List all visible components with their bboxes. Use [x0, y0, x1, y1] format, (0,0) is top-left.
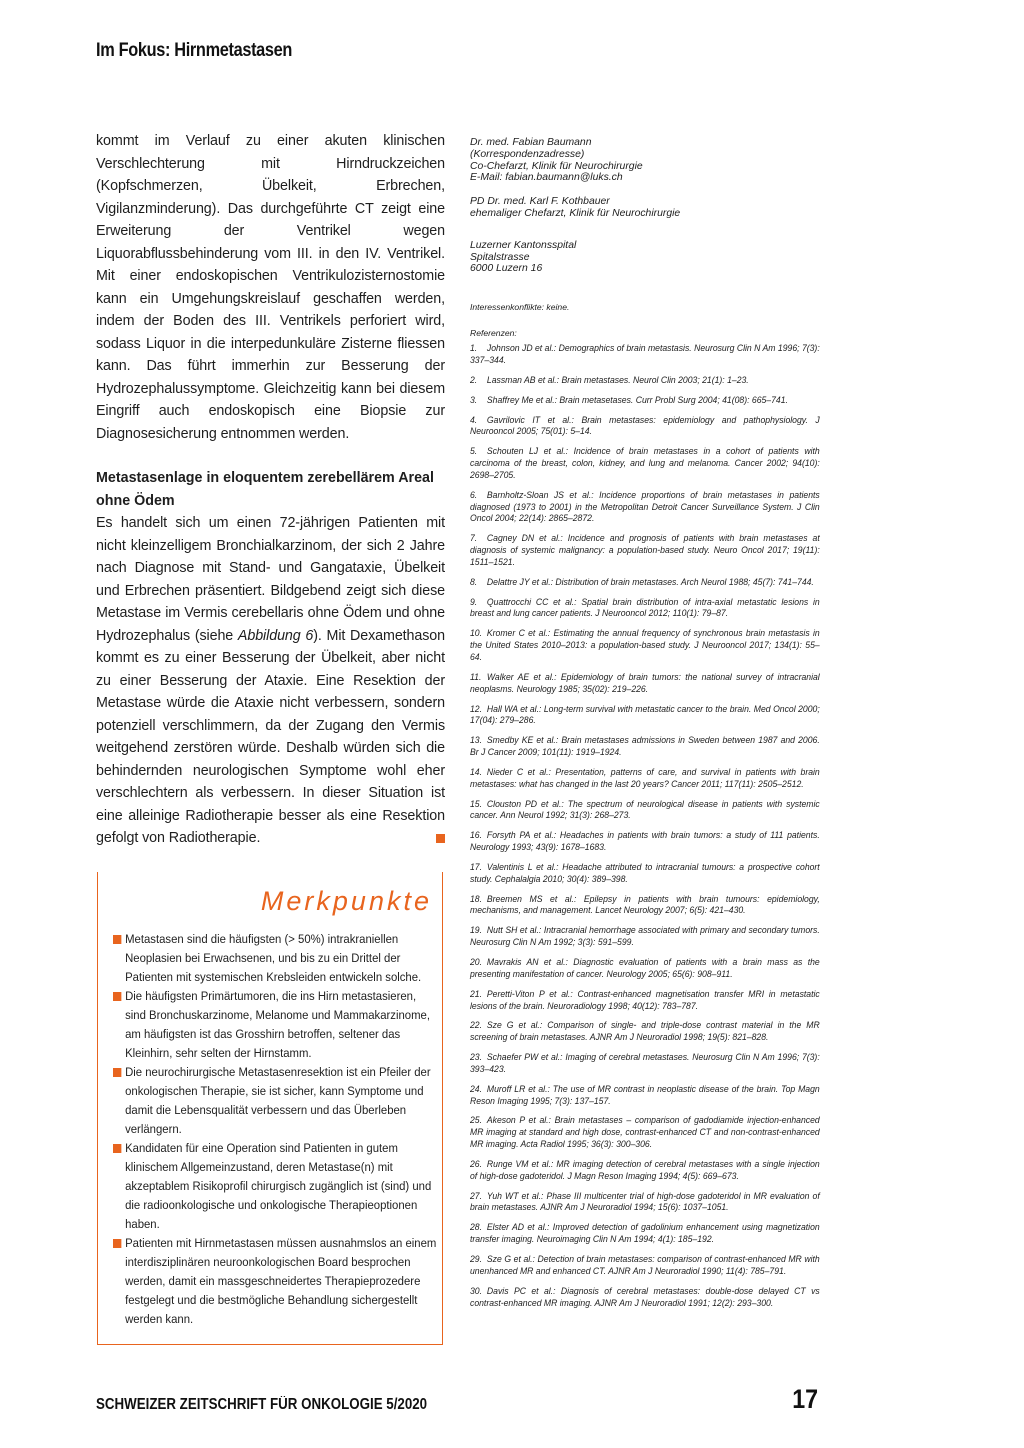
reference-text: Sze G et al.: Comparison of single- and triple-dose contrast material in the MR screening of brain metastases. AJNR Am J Neuroradiol 1998; 19(5): 821–828.: [470, 1020, 820, 1043]
reference-text: Nieder C et al.: Presentation, patterns of care, and survival in patients with brain metastases: what has changed in the last 20 years? Cancer 2011; 117(11): 2505–2512.: [470, 766, 820, 789]
reference-item: [470, 989, 820, 1013]
reference-item: [470, 533, 820, 568]
reference-item: [470, 1191, 820, 1215]
reference-item: [470, 894, 820, 918]
reference-text: Barnholtz-Sloan JS et al.: Incidence proportions of brain metastases in patients diagnosed (1973 to 2001) in the Metropolitan Detroit Cancer Surveillance System. J Clin Oncol 2004; 22(14): 2865–2872.: [470, 489, 820, 524]
reference-item: [470, 395, 820, 407]
reference-text: Akeson P et al.: Brain metastases – comparison of gadodiamide injection-enhanced MR imaging at standard and high dose, contrast-enhanced CT and non-contrast-enhanced MR imaging. Acta Radiol 1995; 36(3): 300–306.: [470, 1115, 820, 1150]
reference-item: [470, 862, 820, 886]
reference-text: Quattrocchi CC et al.: Spatial brain distribution of intra-axial metastatic lesions in breast and lung cancer patients. J Neurooncol 2012; 110(1): 79–87.: [470, 596, 820, 619]
reference-number: 29.: [470, 1254, 483, 1265]
reference-number: 10.: [470, 628, 483, 639]
reference-number: 6.: [470, 489, 478, 500]
reference-text: Peretti-Viton P et al.: Contrast-enhanced magnetisation transfer MRI in metastatic lesions of the brain. Neuroradiology 1998; 40(12): 783–787.: [470, 988, 820, 1011]
key-point-text: Patienten mit Hirnmetastasen müssen ausnahmslos an einem interdisziplinären neuroonkologischen Board besprochen werden, damit ein massgeschneidertes Therapieprozedere festgelegt und die bestmögliche Behandlung sichergestellt werden kann.: [125, 1236, 437, 1326]
reference-text: Muroff LR et al.: The use of MR contrast in neoplastic disease of the brain. Top Magn Reson Imaging 1995; 7(3): 137–157.: [470, 1083, 820, 1106]
body-paragraph: kommt im Verlauf zu einer akuten klinischen Verschlechterung mit Hirndruckzeichen (Kopfschmerzen, Übelkeit, Erbrechen, Vigilanzminderung). Das durchgeführte CT zeigt eine Erweiterung der Ventrikel wegen Liquorabflussbehinderung vom III. in den IV. Ventrikel. Mit einer endoskopischen Ventrikulozisternostomie kann ein Umgehungskreislauf geschaffen werden, indem der Boden des III. Ventrikels perforiert wird, sodass Liquor in die interpedunkuläre Zisterne fliessen kann. Das führt immerhin zur Besserung der Hydrozephalussymptome. Gleichzeitig kann bei diesem Eingriff auch endoskopisch eine Biopsie zur Diagnosesicherung entnommen werden.: [96, 133, 445, 442]
reference-item: [470, 1159, 820, 1183]
key-point: [113, 1139, 440, 1234]
reference-number: 9.: [470, 596, 478, 607]
reference-item: [470, 735, 820, 759]
address-line: Spitalstrasse: [470, 251, 530, 263]
reference-text: Delattre JY et al.: Distribution of brain metastases. Arch Neurol 1988; 45(7): 741–744.: [486, 576, 814, 587]
reference-number: 1.: [470, 343, 478, 354]
reference-text: Breemen MS et al.: Epilepsy in patients with brain tumours: epidemiology, mechanisms, and management. Lancet Neurology 2007; 6(5): 421–430.: [470, 893, 820, 916]
reference-text: Sze G et al.: Detection of brain metastases: comparison of contrast-enhanced MR with unenhanced MR and enhanced CT. AJNR Am J Neuroradiol 1990; 11(4): 785–791.: [470, 1254, 820, 1276]
reference-item: [470, 415, 820, 439]
reference-number: 22.: [470, 1020, 483, 1031]
reference-item: [470, 957, 820, 981]
reference-number: 3.: [470, 394, 478, 405]
reference-item: [470, 672, 820, 696]
reference-item: [470, 597, 820, 621]
reference-item: [470, 799, 820, 823]
reference-list: [470, 343, 820, 1309]
reference-text: Clouston PD et al.: The spectrum of neurological disease in patients with systemic cancer. Ann Neurol 1992; 31(3): 268–273.: [470, 798, 820, 821]
merkpunkte-box: [97, 872, 443, 1345]
bullet-square-icon: [113, 1068, 121, 1077]
reference-text: Lassman AB et al.: Brain metastases. Neurol Clin 2003; 21(1): 1–23.: [486, 374, 749, 385]
reference-text: Shaffrey Me et al.: Brain metasetases. Curr Probl Surg 2004; 41(08): 665–741.: [486, 394, 788, 405]
reference-number: 30.: [470, 1285, 483, 1296]
reference-text: Johnson JD et al.: Demographics of brain metastasis. Neurosurg Clin N Am 1996; 7(3): 337–344.: [470, 343, 820, 365]
author-name: PD Dr. med. Karl F. Kothbauer: [470, 196, 610, 208]
figure-reference: Abbildung 6: [237, 627, 314, 644]
page-number: 17: [792, 1384, 818, 1414]
key-point: [113, 987, 440, 1063]
reference-item: [470, 1084, 820, 1108]
end-of-article-marker: [436, 834, 445, 843]
key-points-list: [113, 930, 437, 1329]
references-label: Referenzen:: [470, 328, 517, 339]
reference-number: 8.: [470, 576, 478, 587]
reference-item: [470, 767, 820, 791]
reference-text: Forsyth PA et al.: Headaches in patients with brain tumors: a study of 111 patients. Neurology 1993; 43(9): 1678–1683.: [470, 830, 820, 853]
reference-number: 24.: [470, 1083, 483, 1094]
box-title: Merkpunkte: [260, 886, 432, 916]
reference-number: 16.: [470, 830, 483, 841]
key-point: [113, 1063, 440, 1139]
reference-number: 2.: [470, 374, 478, 385]
reference-text: Davis PC et al.: Diagnosis of cerebral metastases: double-dose delayed CT vs contrast-enhanced MR imaging. AJNR Am J Neuroradiol 1991; 12(2): 293–300.: [470, 1285, 820, 1308]
reference-number: 25.: [470, 1115, 483, 1126]
reference-text: Gavrilovic IT et al.: Brain metastases: epidemiology and pathophysiology. J Neurooncol 2005; 75(01): 5–14.: [470, 414, 820, 437]
reference-item: [470, 830, 820, 854]
bullet-square-icon: [113, 992, 121, 1001]
address-line: 6000 Luzern 16: [470, 263, 543, 275]
reference-text: Kromer C et al.: Estimating the annual frequency of synchronous brain metastasis in the United States 2010–2013: a population-based study. J Neurooncol 2017; 134(1): 55–64.: [470, 628, 820, 662]
reference-item: [470, 577, 820, 589]
reference-item: [470, 343, 820, 367]
reference-text: Runge VM et al.: MR imaging detection of cerebral metastases with a single injection of high-dose gadoteridol. J Magn Reson Imaging 1994; 4(5): 669–673.: [470, 1158, 820, 1181]
key-point-text: Die häufigsten Primärtumoren, die ins Hirn metastasieren, sind Bronchuskarzinome, Melanome und Mammakarzinome, am häufigsten ist das Grosshirn betroffen, seltener das Kleinhirn, sehr selten der Hirnstamm.: [125, 989, 430, 1060]
bullet-square-icon: [113, 935, 121, 944]
author-email: E-Mail: fabian.baumann@luks.ch: [470, 172, 623, 184]
reference-text: Mavrakis AN et al.: Diagnostic evaluation of patients with a brain mass as the presenting manifestation of cancer. Neurology 2005; 65(6): 908–911.: [470, 957, 820, 979]
reference-text: Elster AD et al.: Improved detection of gadolinium enhancement using magnetization transfer imaging. Neuroimaging Clin N Am 1994; 4(1): 185–192.: [470, 1222, 820, 1245]
reference-item: [470, 925, 820, 949]
reference-text: Yuh WT et al.: Phase III multicenter trial of high-dose gadoteridol in MR evaluation of brain metastases. AJNR Am J Neuroradiol 1994; 15(6): 1037–1051.: [470, 1190, 820, 1213]
reference-item: [470, 1222, 820, 1246]
reference-item: [470, 1052, 820, 1076]
key-point: [113, 930, 440, 987]
reference-number: 19.: [470, 925, 483, 936]
reference-number: 13.: [470, 735, 483, 746]
side-column: [470, 137, 820, 1317]
reference-number: 23.: [470, 1052, 483, 1063]
reference-number: 18.: [470, 893, 483, 904]
reference-text: Schouten LJ et al.: Incidence of brain metastases in a cohort of patients with carcinoma of the breast, colon, kidney, and lung and melanoma. Cancer 2002; 94(10): 2698–2705.: [470, 446, 820, 480]
reference-number: 17.: [470, 861, 483, 872]
reference-number: 5.: [470, 446, 478, 457]
conflict-statement: Interessenkonflikte: keine.: [470, 302, 570, 313]
reference-number: 12.: [470, 703, 483, 714]
reference-item: [470, 446, 820, 481]
author-role: Co-Chefarzt, Klinik für Neurochirurgie: [470, 160, 643, 172]
reference-text: Valentinis L et al.: Headache attributed to intracranial tumours: a prospective cohort study. Cephalalgia 2010; 30(4): 389–398.: [470, 861, 820, 884]
key-point: [113, 1234, 440, 1329]
reference-text: Smedby KE et al.: Brain metastases admissions in Sweden between 1987 and 2006. Br J Cancer 2009; 101(11): 1919–1924.: [470, 735, 820, 758]
section-heading: Metastasenlage in eloquentem zerebellärem Areal ohne Ödem: [96, 470, 434, 509]
reference-text: Schaefer PW et al.: Imaging of cerebral metastases. Neurosurg Clin N Am 1996; 7(3): 393–423.: [470, 1052, 820, 1074]
reference-item: [470, 490, 820, 525]
journal-footer: SCHWEIZER ZEITSCHRIFT FÜR ONKOLOGIE 5/2020: [96, 1396, 428, 1413]
reference-number: 21.: [470, 988, 483, 999]
reference-number: 27.: [470, 1190, 483, 1201]
reference-item: [470, 375, 820, 387]
body-paragraph-case: [96, 512, 445, 850]
author-role: ehemaliger Chefarzt, Klinik für Neurochirurgie: [470, 207, 681, 219]
reference-item: [470, 704, 820, 728]
text-part: ). Mit Dexamethason kommt es zu einer Besserung der Übelkeit, aber nicht zu einer Besserung der Ataxie. Eine Resektion der Metastase würde die Ataxie nicht verbessern, sondern potenziell verschlimmern, da der Zugang den Vermis weitgehend zerstören würde. Deshalb würden sich die behindernden neurologischen Symptome wohl eher verschlechtern als verbessern. In dieser Situation ist eine alleinige Radiotherapie besser als eine Resektion gefolgt von Radiotherapie.: [96, 627, 446, 846]
reference-text: Nutt SH et al.: Intracranial hemorrhage associated with primary and secondary tumors. Neurosurg Clin N Am 1992; 3(3): 591–599.: [470, 925, 820, 948]
reference-number: 7.: [470, 533, 478, 544]
reference-item: [470, 1286, 820, 1310]
address-line: Luzerner Kantonsspital: [470, 239, 577, 251]
main-column: [96, 130, 445, 850]
text-part: Es handelt sich um einen 72-jährigen Patienten mit nicht kleinzelligem Bronchialkarzinom, der sich 2 Jahre nach Diagnose mit Stand- und Gangataxie, Übelkeit und Erbrechen präsentiert. Bildgebend zeigt sich diese Metastase im Vermis cerebellaris ohne Ödem und ohne Hydrozephalus (siehe: [96, 515, 445, 644]
reference-text: Cagney DN et al.: Incidence and prognosis of patients with brain metastases at diagnosis of systemic malignancy: a population-based study. Neuro Oncol 2017; 19(11): 1511–1521.: [470, 533, 820, 567]
author-name: Dr. med. Fabian Baumann: [470, 137, 592, 148]
reference-number: 15.: [470, 798, 483, 809]
reference-number: 14.: [470, 766, 483, 777]
author-note: (Korrespondenzadresse): [470, 148, 585, 160]
bullet-square-icon: [113, 1239, 121, 1248]
reference-item: [470, 628, 820, 663]
reference-number: 4.: [470, 414, 478, 425]
reference-number: 28.: [470, 1222, 483, 1233]
reference-number: 26.: [470, 1158, 483, 1169]
reference-text: Walker AE et al.: Epidemiology of brain tumors: the national survey of intracranial neoplasms. Neurology 1985; 35(02): 219–226.: [470, 671, 820, 694]
key-point-text: Metastasen sind die häufigsten (> 50%) intrakraniellen Neoplasien bei Erwachsenen, und bis zu ein Drittel der Patienten mit systemischen Krebsleiden entwickeln solche.: [125, 932, 422, 984]
key-point-text: Die neurochirurgische Metastasenresektion ist ein Pfeiler der onkologischen Therapie, sie ist sicher, kann Symptome und damit die Lebensqualität verbessern und das Überleben verlängern.: [125, 1065, 431, 1136]
reference-item: [470, 1020, 820, 1044]
key-point-text: Kandidaten für eine Operation sind Patienten in gutem klinischem Allgemeinzustand, deren Metastase(n) mit akzeptablem Risikoprofil chirurgisch zugänglich ist (sind) und die radioonkologische und onkologische Therapieoptionen haben.: [125, 1141, 432, 1231]
reference-number: 20.: [470, 957, 483, 968]
bullet-square-icon: [113, 1144, 121, 1153]
reference-text: Hall WA et al.: Long-term survival with metastatic cancer to the brain. Med Oncol 2000; 17(04): 279–286.: [470, 703, 820, 726]
reference-number: 11.: [470, 671, 482, 682]
reference-item: [470, 1115, 820, 1150]
section-header: Im Fokus: Hirnmetastasen: [96, 40, 293, 61]
reference-item: [470, 1254, 820, 1278]
